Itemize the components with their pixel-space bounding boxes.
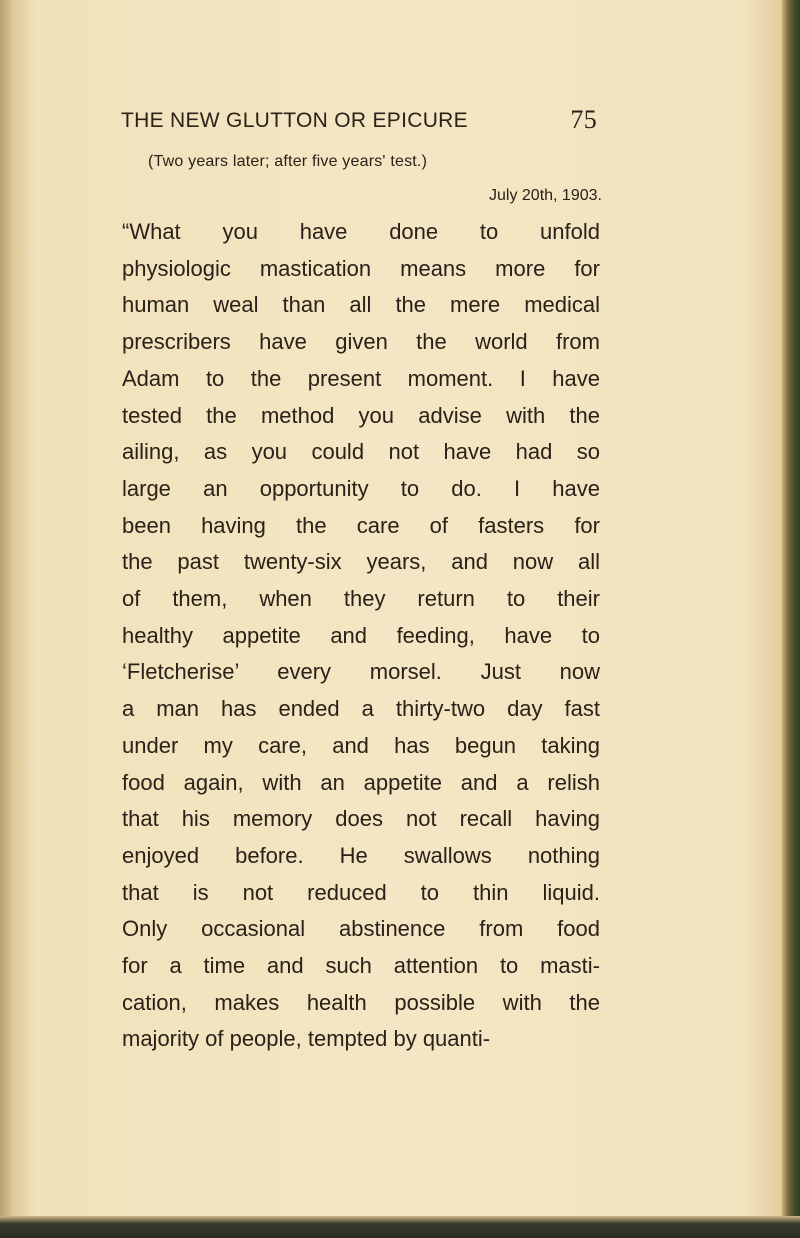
body-text — [122, 214, 600, 1058]
text-line: “What you have done to unfold — [122, 219, 600, 244]
text-line: food again, with an appetite and a relish — [122, 769, 600, 795]
text-line: been having the care of fasters for — [122, 512, 600, 538]
text-line: tested the method you advise with the — [122, 402, 600, 428]
editorial-note: (Two years later; after five years' test.) — [148, 153, 428, 170]
text-line: Only occasional abstinence from food — [122, 916, 600, 942]
text-line: the past twenty-six years, and now all — [122, 549, 600, 575]
running-head — [121, 105, 597, 141]
text-line: human weal than all the mere medical — [122, 292, 600, 318]
text-line: for a time and such attention to masti- — [122, 953, 600, 979]
page-number: 75 — [570, 105, 597, 134]
text-line: majority of people, tempted by quanti- — [122, 1026, 491, 1052]
text-line: large an opportunity to do. I have — [122, 475, 600, 501]
text-line: that is not reduced to thin liquid. — [122, 879, 600, 905]
text-line: cation, makes health possible with the — [122, 989, 600, 1015]
text-line: enjoyed before. He swallows nothing — [122, 842, 600, 868]
page-bottom-edge — [0, 1216, 800, 1238]
page-right-edge — [782, 0, 800, 1238]
dateline: July 20th, 1903. — [489, 187, 602, 204]
text-line: ailing, as you could not have had so — [122, 439, 600, 465]
text-line: physiologic mastication means more for — [122, 255, 600, 281]
text-line: under my care, and has begun taking — [122, 732, 600, 758]
text-line: a man has ended a thirty-two day fast — [122, 696, 600, 722]
text-line: prescribers have given the world from — [122, 329, 600, 355]
text-line: Adam to the present moment. I have — [122, 365, 600, 391]
text-line: healthy appetite and feeding, have to — [122, 622, 600, 648]
text-line: ‘Fletcherise’ every morsel. Just now — [122, 659, 600, 685]
text-line: that his memory does not recall having — [122, 806, 600, 832]
text-line: of them, when they return to their — [122, 586, 600, 612]
running-head-title: THE NEW GLUTTON OR EPICURE — [121, 109, 468, 132]
